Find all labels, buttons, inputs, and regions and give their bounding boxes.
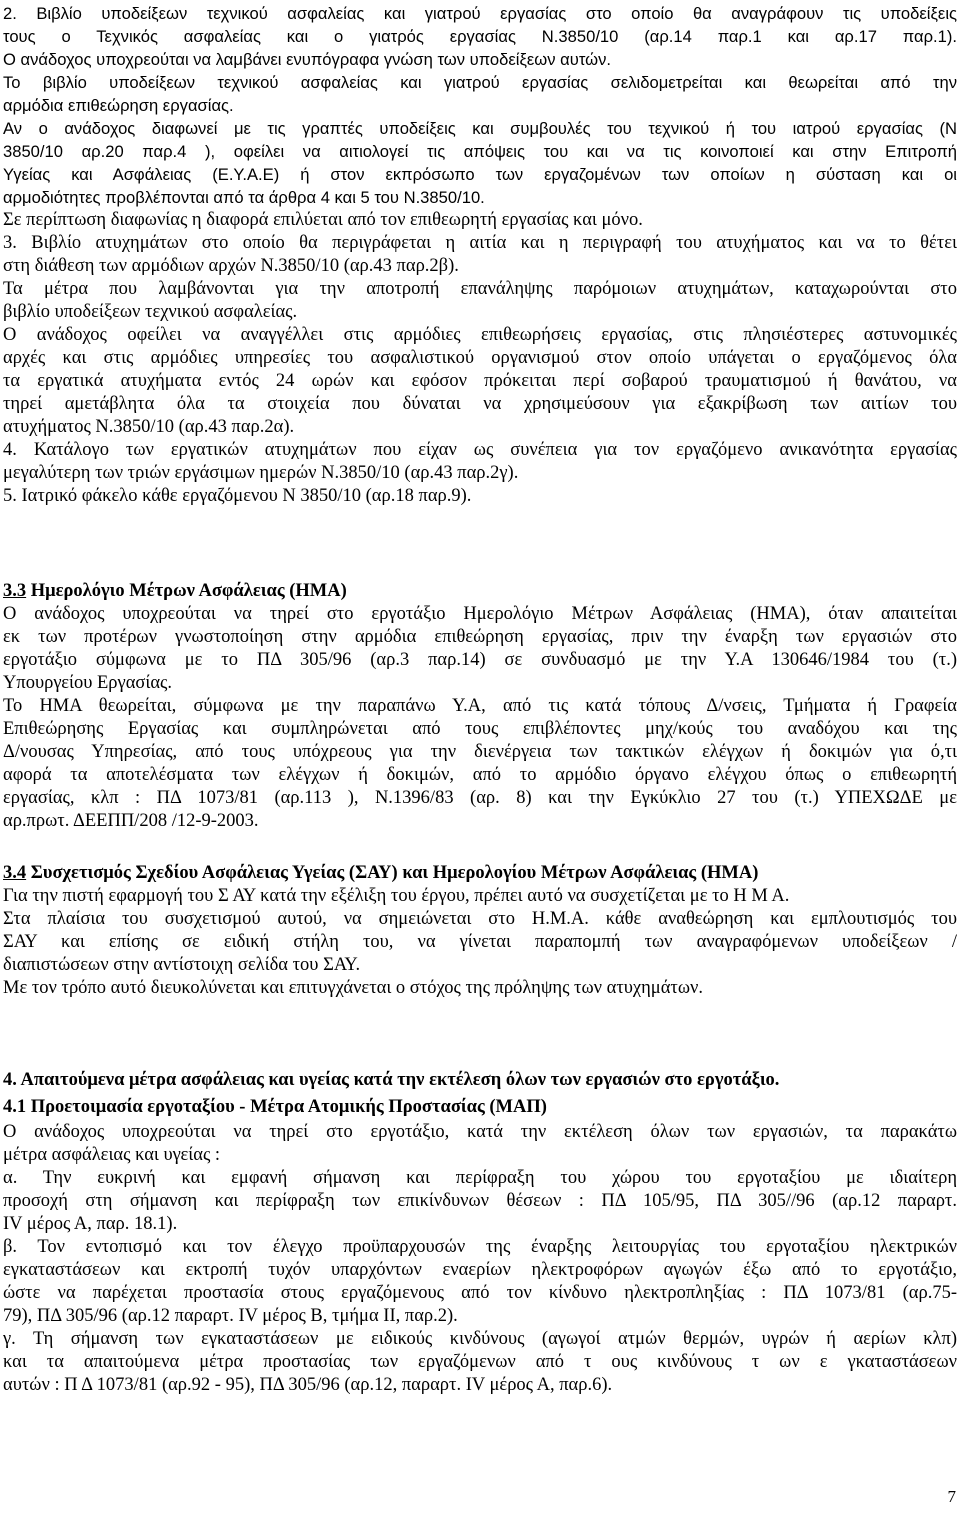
text-line: 4. Κατάλογο των εργατικών ατυχημάτων που είχαν ως συνέπεια για τον εργαζόμενο ανικανότητα εργασίας [3, 440, 957, 460]
text-line: Με τον τρόπο αυτό διευκολύνεται και επιτυγχάνεται ο στόχος της πρόληψης των ατυχημάτων. [3, 978, 704, 998]
text-line: μεγαλύτερη των τριών εργάσιμων ημερών Ν.3850/10 (αρ.43 παρ.2γ). [3, 463, 519, 483]
text-line: Υπουργείου Εργασίας. [3, 673, 172, 693]
text-line: αρχές και στις αρμόδιες υπηρεσίες του ασφαλιστικού οργανισμού στον οποίο υπάγεται ο εργαζόμενος όλα [3, 348, 957, 368]
text-line: Ο ανάδοχος υποχρεούται να λαμβάνει ενυπόγραφα γνώση των υποδείξεων αυτών. [3, 50, 612, 69]
text-line: α. Την ευκρινή και εμφανή σήμανση και περίφραξη του χώρου του εργοταξίου με ιδιαίτερη [3, 1168, 957, 1188]
text-line: εκ των προτέρων γνωστοποίηση στην αρμόδια επιθεώρηση εργασίας, πριν την έναρξη των εργασιών στο [3, 627, 957, 647]
section-accidents [3, 209, 957, 508]
text-line: γ. Τη σήμανση των εγκαταστάσεων με ειδικούς κινδύνους (αγωγοί ατμών θερμών, υγρών ή αερίων κλπ) [3, 1329, 957, 1349]
text-line: αυτών : Π Δ 1073/81 (αρ.92 - 95), ΠΔ 305/96 (αρ.12, παραρτ. IV μέρος Α, παρ.6). [3, 1375, 613, 1395]
heading-3-3 [3, 580, 347, 603]
heading-4-1 [3, 1096, 547, 1119]
text-line: 79), ΠΔ 305/96 (αρ.12 παραρτ. IV μέρος Β, τμήμα ΙΙ, παρ.2). [3, 1306, 458, 1326]
text-line: στη διάθεση των αρμόδιων αρχών Ν.3850/10 (αρ.43 παρ.2β). [3, 256, 459, 276]
text-line: και τα απαιτούμενα μέτρα προστασίας των εργαζόμενων από τ ους κινδύνους τ ων ε γκαταστάσεων [3, 1352, 957, 1372]
text-line: Ο ανάδοχος υποχρεούται να τηρεί στο εργοτάξιο Ημερολόγιο Μέτρων Ασφάλειας (ΗΜΑ), όταν απαιτείται [3, 604, 957, 624]
text-line: IV μέρος Α, παρ. 18.1). [3, 1214, 178, 1234]
heading-number: 4.1 [3, 1097, 27, 1117]
text-line: Ο ανάδοχος υποχρεούται να τηρεί στο εργοτάξιο, κατά την εκτέλεση όλων των εργασιών, τα παρακάτω [3, 1122, 957, 1142]
section-books-list [3, 2, 957, 209]
text-line: εγκαταστάσεων και εκτροπή τυχόν υπαρχόντων εναερίων ηλεκτροφόρων αγωγών έξω από το εργοτάξιο, [3, 1260, 957, 1280]
heading-title: Συσχετισμός Σχεδίου Ασφάλειας Υγείας (ΣΑΥ) και Ημερολογίου Μέτρων Ασφάλειας (ΗΜΑ) [26, 863, 759, 883]
heading-number: 3.4 [3, 863, 27, 883]
heading-number: 4. [3, 1070, 17, 1090]
text-line: Για την πιστή εφαρμογή του Σ ΑΥ κατά την εξέλιξη του έργου, πρέπει αυτό να συσχετίζεται με το Η Μ Α. [3, 886, 790, 906]
text-line: τηρεί αμετάβλητα όλα τα στοιχεία που δύναται να χρησιμεύσουν για εξακρίβωση των αιτίων του [3, 394, 957, 414]
text-line: εργοτάξιο σύμφωνα με το ΠΔ 305/96 (αρ.3 παρ.14) σε συνδυασμό με την Υ.Α 130646/1984 του (τ.) [3, 650, 957, 670]
text-line: 3850/10 αρ.20 παρ.4 ), οφείλει να αιτιολογεί τις απόψεις του και να τις κοινοποιεί και στην Επιτροπή [3, 142, 957, 161]
text-line: βιβλίο υποδείξεων τεχνικού ασφαλείας. [3, 302, 298, 322]
text-line: β. Τον εντοπισμό και τον έλεγχο προϋπαρχουσών της έναρξης λειτουργίας του εργοταξίου ηλεκτρικών [3, 1237, 957, 1257]
text-line: αρμοδιότητες προβλέπονται από τα άρθρα 4 και 5 του Ν.3850/10. [3, 188, 485, 207]
heading-title: Προετοιμασία εργοταξίου - Μέτρα Ατομικής Προστασίας (ΜΑΠ) [26, 1097, 547, 1117]
text-line: ΣΑΥ και επίσης σε ειδική στήλη του, να γίνεται παραπομπή των αναγραφόμενων υποδείξεων / [3, 932, 957, 952]
text-line: Υγείας και Ασφάλειας (Ε.Υ.Α.Ε) ή στον εκπρόσωπο των εργαζομένων των οποίων η σύσταση και οι [3, 165, 957, 184]
text-line: Το ΗΜΑ θεωρείται, σύμφωνα με την παραπάνω Υ.Α, από τις κατά τόπους Δ/νσεις, Τμήματα ή Γραφεία [3, 696, 957, 716]
text-line: αρμόδια επιθεώρηση εργασίας. [3, 96, 234, 115]
text-line: ώστε να παρέχεται προστασία στους εργαζόμενους από τον κίνδυνο ηλεκτροπληξίας : ΠΔ 1073/81 (αρ.75- [3, 1283, 957, 1303]
text-line: αφορά τα αποτελέσματα των ελέγχων ή δοκιμών, από το αρμόδιο όργανο ελέγχου όπως ο επιθεωρητή [3, 765, 957, 785]
text-line: Τα μέτρα που λαμβάνονται για την αποτροπή επανάληψης παρόμοιων ατυχημάτων, καταχωρούνται στο [3, 279, 957, 299]
heading-4 [3, 1069, 779, 1092]
section-3-3-body [3, 603, 957, 833]
heading-number: 3.3 [3, 581, 27, 601]
heading-title: Ημερολόγιο Μέτρων Ασφάλειας (ΗΜΑ) [26, 581, 347, 601]
text-line: Δ/νουσας Υπηρεσίας, από τους υπόχρεους για την διενέργεια των τακτικών ελέγχων ή δοκιμών για ό,τι [3, 742, 957, 762]
heading-3-4 [3, 862, 758, 885]
text-line: 2. Βιβλίο υποδείξεων τεχνικού ασφαλείας και γιατρού εργασίας στο οποίο θα αναγράφουν τις υποδείξεις [3, 4, 957, 23]
text-line: Το βιβλίο υποδείξεων τεχνικού ασφαλείας και γιατρού εργασίας σελιδομετρείται και θεωρείται από την [3, 73, 957, 92]
page-number: 7 [947, 1487, 956, 1506]
text-line: Στα πλαίσια του συσχετισμού αυτού, να σημειώνεται στο Η.Μ.Α. κάθε αναθεώρηση και εμπλουτισμός του [3, 909, 957, 929]
text-line: Επιθεώρησης Εργασίας και συμπληρώνεται από τους επιβλέποντες μηχ/κούς του αναδόχου και της [3, 719, 957, 739]
text-line: Ο ανάδοχος οφείλει να αναγγέλλει στις αρμόδιες επιθεωρήσεις εργασίας, στις πλησιέστερες αστυνομικές [3, 325, 957, 345]
text-line: 3. Βιβλίο ατυχημάτων στο οποίο θα περιγράφεται η αιτία και η περιγραφή του ατυχήματος και να το θέτει [3, 233, 957, 253]
text-line: μέτρα ασφάλειας και υγείας : [3, 1145, 221, 1165]
text-line: προσοχή στη σήμανση και περίφραξη των επικίνδυνων θέσεων : ΠΔ 105/95, ΠΔ 305//96 (αρ.12 παραρτ. [3, 1191, 957, 1211]
text-line: Αν ο ανάδοχος διαφωνεί με τις γραπτές υποδείξεις και συμβουλές του τεχνικού ή του ιατρού εργασίας (Ν [3, 119, 957, 138]
text-line: τους ο Τεχνικός ασφαλείας και ο γιατρός εργασίας Ν.3850/10 (αρ.14 παρ.1 και αρ.17 παρ.1). [3, 27, 957, 46]
heading-title: Απαιτούμενα μέτρα ασφάλειας και υγείας κατά την εκτέλεση όλων των εργασιών στο εργοτάξιο. [16, 1070, 780, 1090]
text-line: διαπιστώσεων στην αντίστοιχη σελίδα του ΣΑΥ. [3, 955, 361, 975]
text-line: αρ.πρωτ. ΔΕΕΠΠ/208 /12-9-2003. [3, 811, 259, 831]
text-line: εργασίας, κλπ : ΠΔ 1073/81 (αρ.113 ), Ν.1396/83 (αρ. 8) και την Εγκύκλιο 27 του (τ.) ΥΠΕΧΩΔΕ με [3, 788, 957, 808]
text-line: ατυχήματος Ν.3850/10 (αρ.43 παρ.2α). [3, 417, 295, 437]
section-4-1-body [3, 1121, 957, 1397]
text-line: Σε περίπτωση διαφωνίας η διαφορά επιλύεται από τον επιθεωρητή εργασίας και μόνο. [3, 210, 643, 230]
text-line: τα εργατικά ατυχήματα εντός 24 ωρών και εφόσον πρόκειται περί σοβαρού τραυματισμού ή θανάτου, να [3, 371, 957, 391]
text-line: 5. Ιατρικό φάκελο κάθε εργαζόμενου Ν 3850/10 (αρ.18 παρ.9). [3, 486, 472, 506]
section-3-4-body [3, 885, 957, 1000]
